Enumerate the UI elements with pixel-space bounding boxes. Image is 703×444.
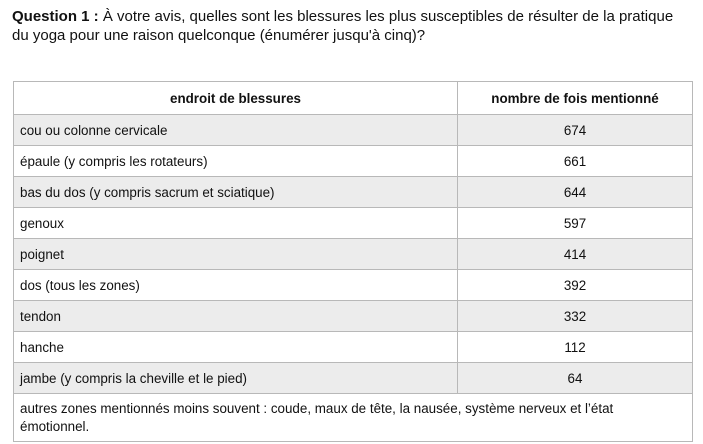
row-count: 112 bbox=[458, 332, 693, 363]
footnote-row bbox=[14, 394, 693, 442]
table-row bbox=[14, 332, 693, 363]
question-body: À votre avis, quelles sont les blessures les plus susceptibles de résulter de la pratique du yoga pour une raison quelconque (énumérer jusqu'à cinq)? bbox=[12, 8, 674, 44]
row-count: 674 bbox=[458, 115, 693, 146]
question-text bbox=[12, 7, 692, 45]
table-row bbox=[14, 363, 693, 394]
row-location: cou ou colonne cervicale bbox=[14, 115, 458, 146]
row-location: tendon bbox=[14, 301, 458, 332]
column-header-location: endroit de blessures bbox=[14, 82, 458, 115]
row-location: dos (tous les zones) bbox=[14, 270, 458, 301]
injury-table bbox=[13, 81, 693, 442]
footnote: autres zones mentionnés moins souvent : coude, maux de tête, la nausée, système nerveux et l’état émotionnel. bbox=[14, 394, 693, 442]
row-count: 644 bbox=[458, 177, 693, 208]
row-location: genoux bbox=[14, 208, 458, 239]
row-count: 392 bbox=[458, 270, 693, 301]
table-row bbox=[14, 177, 693, 208]
row-location: hanche bbox=[14, 332, 458, 363]
table-row bbox=[14, 146, 693, 177]
table-row bbox=[14, 208, 693, 239]
row-count: 661 bbox=[458, 146, 693, 177]
header-row bbox=[14, 82, 693, 115]
row-location: épaule (y compris les rotateurs) bbox=[14, 146, 458, 177]
question-label: Question 1 : bbox=[12, 8, 99, 25]
row-location: poignet bbox=[14, 239, 458, 270]
row-location: jambe (y compris la cheville et le pied) bbox=[14, 363, 458, 394]
row-count: 332 bbox=[458, 301, 693, 332]
row-location: bas du dos (y compris sacrum et sciatique) bbox=[14, 177, 458, 208]
table-row bbox=[14, 270, 693, 301]
table-row bbox=[14, 239, 693, 270]
column-header-count: nombre de fois mentionné bbox=[458, 82, 693, 115]
row-count: 597 bbox=[458, 208, 693, 239]
row-count: 414 bbox=[458, 239, 693, 270]
table-row bbox=[14, 115, 693, 146]
row-count: 64 bbox=[458, 363, 693, 394]
table-row bbox=[14, 301, 693, 332]
